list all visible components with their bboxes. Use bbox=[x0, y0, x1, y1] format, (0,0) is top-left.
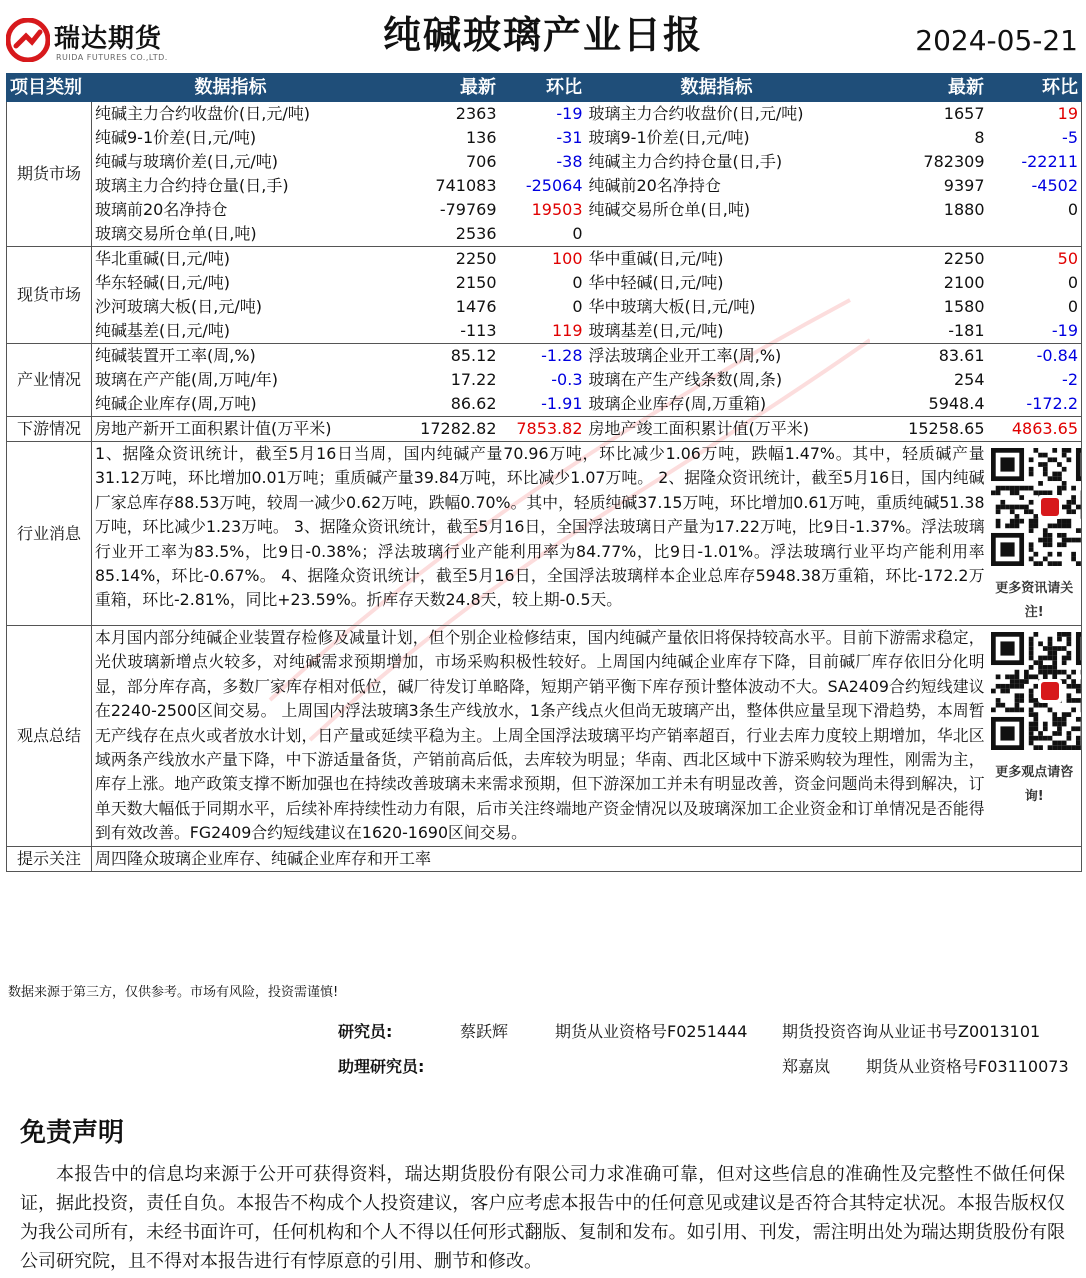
indicator-name bbox=[586, 222, 848, 247]
latest-value: 136 bbox=[465, 128, 497, 147]
indicator-name: 纯碱主力合约持仓量(日,手) bbox=[588, 152, 783, 171]
assistant-label: 助理研究员: bbox=[338, 1057, 425, 1076]
change-value: -38 bbox=[556, 152, 583, 171]
change-value: -22211 bbox=[988, 150, 1082, 174]
views-qr-code-icon bbox=[991, 632, 1082, 750]
indicator-name: 纯碱主力合约收盘价(日,元/吨) bbox=[92, 102, 370, 127]
table-row bbox=[7, 247, 1082, 272]
col-header-indicator: 数据指标 bbox=[92, 74, 370, 102]
disclaimer-title: 免责声明 bbox=[20, 1118, 125, 1148]
change-value: 7853.82 bbox=[500, 417, 586, 442]
indicator-name: 华东轻碱(日,元/吨) bbox=[95, 273, 230, 292]
latest-value: 85.12 bbox=[370, 344, 500, 369]
indicator-name: 纯碱9-1价差(日,元/吨) bbox=[95, 128, 257, 147]
table-row bbox=[7, 222, 1082, 247]
latest-value: 741083 bbox=[435, 176, 497, 195]
latest-value: 1657 bbox=[848, 102, 988, 127]
latest-value: 2250 bbox=[370, 247, 500, 272]
category-cell: 提示关注 bbox=[7, 846, 92, 871]
indicator-name: 华中玻璃大板(日,元/吨) bbox=[588, 297, 756, 316]
category-cell: 下游情况 bbox=[7, 417, 92, 442]
latest-value: 2250 bbox=[848, 247, 988, 272]
indicator-name: 玻璃在产产能(周,万吨/年) bbox=[95, 370, 278, 389]
disclaimer-text: 本报告中的信息均来源于公开可获得资料，瑞达期货股份有限公司力求准确可靠，但对这些信息的准确性及完整性不做任何保证，据此投资，责任自负。本报告不构成个人投资建议，客户应考虑本报告中的任何意见或建议是否符合其特定状况。本报告版权仅为我公司所有，未经书面许可，任何机构和个人不得以任何形式翻版、复制和发布。如引用、刊发，需注明出处为瑞达期货股份有限公司研究院，且不得对本报告进行有悖原意的引用、删节和修改。 bbox=[20, 1164, 1065, 1272]
change-value: 0 bbox=[988, 271, 1082, 295]
indicator-name: 玻璃企业库存(周,万重箱) bbox=[588, 394, 767, 413]
indicator-name: 纯碱装置开工率(周,%) bbox=[92, 344, 370, 369]
latest-value: 15258.65 bbox=[848, 417, 988, 442]
indicator-name: 浮法玻璃企业开工率(周,%) bbox=[586, 344, 848, 369]
indicator-name: 纯碱基差(日,元/吨) bbox=[95, 321, 230, 340]
col-header-latest-2: 最新 bbox=[848, 74, 988, 102]
indicator-name: 纯碱企业库存(周,万吨) bbox=[95, 394, 257, 413]
change-value: -25064 bbox=[525, 176, 583, 195]
data-table bbox=[6, 73, 1082, 872]
indicator-name: 纯碱与玻璃价差(日,元/吨) bbox=[95, 152, 278, 171]
assistant-cert: 期货从业资格号F03110073 bbox=[866, 1057, 1069, 1076]
change-value: -1.28 bbox=[500, 344, 586, 369]
latest-value: 1880 bbox=[943, 200, 985, 219]
latest-value: 9397 bbox=[943, 176, 985, 195]
latest-value: -113 bbox=[460, 321, 497, 340]
table-row bbox=[7, 295, 1082, 319]
table-row bbox=[7, 198, 1082, 222]
change-value: -5 bbox=[988, 126, 1082, 150]
table-header-row bbox=[7, 74, 1082, 102]
latest-value: -181 bbox=[948, 321, 985, 340]
change-value: -4502 bbox=[988, 174, 1082, 198]
latest-value: 8 bbox=[974, 128, 985, 147]
table-row bbox=[7, 344, 1082, 369]
logo-english: RUIDA FUTURES CO.,LTD. bbox=[56, 53, 168, 62]
table-row bbox=[7, 174, 1082, 198]
indicator-name: 纯碱前20名净持仓 bbox=[588, 176, 721, 195]
latest-value: 2363 bbox=[370, 102, 500, 127]
latest-value: 2150 bbox=[455, 273, 497, 292]
tips-row bbox=[7, 846, 1082, 871]
col-header-indicator-2: 数据指标 bbox=[586, 74, 848, 102]
change-value: 50 bbox=[988, 247, 1082, 272]
table-row bbox=[7, 102, 1082, 127]
change-value: 100 bbox=[500, 247, 586, 272]
news-qr-code-icon bbox=[991, 448, 1082, 566]
latest-value: 782309 bbox=[923, 152, 985, 171]
latest-value: 2536 bbox=[455, 224, 497, 243]
indicator-name: 华北重碱(日,元/吨) bbox=[92, 247, 370, 272]
news-row bbox=[7, 442, 1082, 626]
table-row bbox=[7, 271, 1082, 295]
col-header-category: 项目类别 bbox=[7, 74, 92, 102]
indicator-name: 玻璃在产生产线条数(周,条) bbox=[588, 370, 783, 389]
table-row bbox=[7, 319, 1082, 344]
indicator-name: 玻璃交易所仓单(日,吨) bbox=[95, 224, 257, 243]
indicator-name: 房地产竣工面积累计值(万平米) bbox=[586, 417, 848, 442]
change-value: 0 bbox=[572, 273, 583, 292]
table-row bbox=[7, 368, 1082, 392]
category-cell: 期货市场 bbox=[7, 102, 92, 247]
change-value: 0 bbox=[988, 295, 1082, 319]
change-value: -19 bbox=[988, 319, 1082, 344]
change-value: 0 bbox=[988, 198, 1082, 222]
category-cell: 行业消息 bbox=[7, 442, 92, 626]
change-value: 4863.65 bbox=[988, 417, 1082, 442]
indicator-name: 玻璃主力合约持仓量(日,手) bbox=[95, 176, 289, 195]
indicator-name: 玻璃前20名净持仓 bbox=[95, 200, 228, 219]
views-qr-cell bbox=[988, 626, 1082, 847]
latest-value: 83.61 bbox=[848, 344, 988, 369]
category-cell: 现货市场 bbox=[7, 247, 92, 344]
latest-value: 1580 bbox=[943, 297, 985, 316]
latest-value: 706 bbox=[465, 152, 497, 171]
indicator-name: 沙河玻璃大板(日,元/吨) bbox=[95, 297, 262, 316]
latest-value: 86.62 bbox=[450, 394, 497, 413]
col-header-latest: 最新 bbox=[370, 74, 500, 102]
change-value: -0.84 bbox=[988, 344, 1082, 369]
researcher-name: 蔡跃辉 bbox=[460, 1022, 509, 1041]
change-value: 0 bbox=[572, 224, 583, 243]
change-value: 19503 bbox=[531, 200, 583, 219]
news-qr-cell bbox=[988, 442, 1082, 626]
category-cell: 产业情况 bbox=[7, 344, 92, 417]
industry-news-text: 1、据隆众资讯统计，截至5月16日当周，国内纯碱产量70.96万吨，环比减少1.06万吨，跌幅1.47%。其中，轻质碱产量31.12万吨，环比增加0.01万吨；重质碱产量39.84万吨，环比减少1.07万吨。 2、据隆众资讯统计，截至5月16日，国内纯碱厂家总库存88.53万吨，较周一减少0.62万吨，跌幅0.70%。其中，轻质纯碱37.15万吨，环比增加0.61万吨，重质纯碱51.38万吨，环比减少1.23万吨。 3、据隆众资讯统计，截至5月16日，全国浮法玻璃日产量为17.22万吨，比9日-1.37%。浮法玻璃行业开工率为83.5%，比9日-0.38%；浮法玻璃行业产能利用率为84.77%，比9日-1.01%。浮法玻璃行业平均产能利用率85.14%，环比-0.67%。 4、据隆众资讯统计，截至5月16日，全国浮法玻璃样本企业总库存5948.38万重箱，环比-172.2万重箱，环比-2.81%，同比+23.59%。折库存天数24.8天，较上期-0.5天。 bbox=[92, 442, 988, 626]
table-row bbox=[7, 150, 1082, 174]
logo-chinese: 瑞达期货 bbox=[54, 24, 163, 54]
latest-value: 17282.82 bbox=[370, 417, 500, 442]
news-qr-caption: 更多资讯请关注! bbox=[995, 581, 1074, 620]
change-value bbox=[988, 222, 1082, 247]
change-value: -1.91 bbox=[541, 394, 583, 413]
change-value: 119 bbox=[551, 321, 583, 340]
latest-value bbox=[848, 222, 988, 247]
latest-value: 17.22 bbox=[450, 370, 497, 389]
change-value: -31 bbox=[556, 128, 583, 147]
table-row bbox=[7, 417, 1082, 442]
assistant-name: 郑嘉岚 bbox=[782, 1057, 831, 1076]
change-value: 0 bbox=[572, 297, 583, 316]
category-cell: 观点总结 bbox=[7, 626, 92, 847]
latest-value: 2100 bbox=[943, 273, 985, 292]
change-value: -19 bbox=[500, 102, 586, 127]
indicator-name: 华中轻碱(日,元/吨) bbox=[588, 273, 724, 292]
table-row bbox=[7, 126, 1082, 150]
views-qr-caption: 更多观点请咨询! bbox=[995, 765, 1074, 804]
table-row bbox=[7, 392, 1082, 417]
indicator-name: 纯碱交易所仓单(日,吨) bbox=[588, 200, 751, 219]
col-header-change-2: 环比 bbox=[988, 74, 1082, 102]
change-value: -172.2 bbox=[988, 392, 1082, 417]
change-value: 19 bbox=[988, 102, 1082, 127]
change-value: -0.3 bbox=[551, 370, 583, 389]
indicator-name: 玻璃基差(日,元/吨) bbox=[588, 321, 724, 340]
indicator-name: 华中重碱(日,元/吨) bbox=[586, 247, 848, 272]
latest-value: 254 bbox=[953, 370, 985, 389]
views-row bbox=[7, 626, 1082, 847]
researcher-cert-1: 期货从业资格号F0251444 bbox=[555, 1022, 748, 1041]
col-header-change: 环比 bbox=[500, 74, 586, 102]
table-body bbox=[7, 102, 1082, 872]
researcher-label: 研究员: bbox=[338, 1022, 393, 1041]
latest-value: 5948.4 bbox=[928, 394, 985, 413]
report-header bbox=[0, 0, 1086, 70]
data-source-note: 数据来源于第三方，仅供参考。市场有风险，投资需谨慎! bbox=[8, 985, 339, 1000]
indicator-name: 玻璃9-1价差(日,元/吨) bbox=[588, 128, 750, 147]
tips-text: 周四隆众玻璃企业库存、纯碱企业库存和开工率 bbox=[92, 846, 1082, 871]
page-title: 纯碱玻璃产业日报 bbox=[382, 13, 703, 57]
indicator-name: 玻璃主力合约收盘价(日,元/吨) bbox=[586, 102, 848, 127]
change-value: -2 bbox=[988, 368, 1082, 392]
latest-value: 1476 bbox=[455, 297, 497, 316]
indicator-name: 房地产新开工面积累计值(万平米) bbox=[92, 417, 370, 442]
latest-value: -79769 bbox=[439, 200, 497, 219]
report-date: 2024-05-21 bbox=[915, 24, 1078, 57]
researcher-cert-2: 期货投资咨询从业证书号Z0013101 bbox=[782, 1022, 1041, 1041]
views-summary-text: 本月国内部分纯碱企业装置存检修及减量计划，但个别企业检修结束，国内纯碱产量依旧将保持较高水平。目前下游需求稳定，光伏玻璃新增点火较多，对纯碱需求预期增加，市场采购积极性较好。上周国内纯碱企业库存下降，目前碱厂库存依旧分化明显，部分库存高，多数厂家库存相对低位，碱厂待发订单略降，短期产销平衡下库存预计整体波动不大。SA2409合约短线建议在2240-2500区间交易。 上周国内浮法玻璃3条生产线放水，1条产线点火但尚无玻璃产出，整体供应量呈现下滑趋势，本周暂无产线存在点火或者放水计划，日产量或延续平稳为主。上周全国浮法玻璃平均产销率超百，行业去库力度较上期增加，华北区域两条产线放水产量下降，中下游适量备货，产销前高后低，去库较为明显；华南、西北区域中下游采购较为理性，刚需为主，库存上涨。地产政策支撑不断加强也在持续改善玻璃未来需求预期，但下游深加工并未有明显改善，资金问题尚未得到解决，订单天数大幅低于同期水平，后续补库持续性动力有限，后市关注终端地产资金情况以及玻璃深加工企业资金和订单情况是否能得到有效改善。FG2409合约短线建议在1620-1690区间交易。 bbox=[92, 626, 988, 847]
